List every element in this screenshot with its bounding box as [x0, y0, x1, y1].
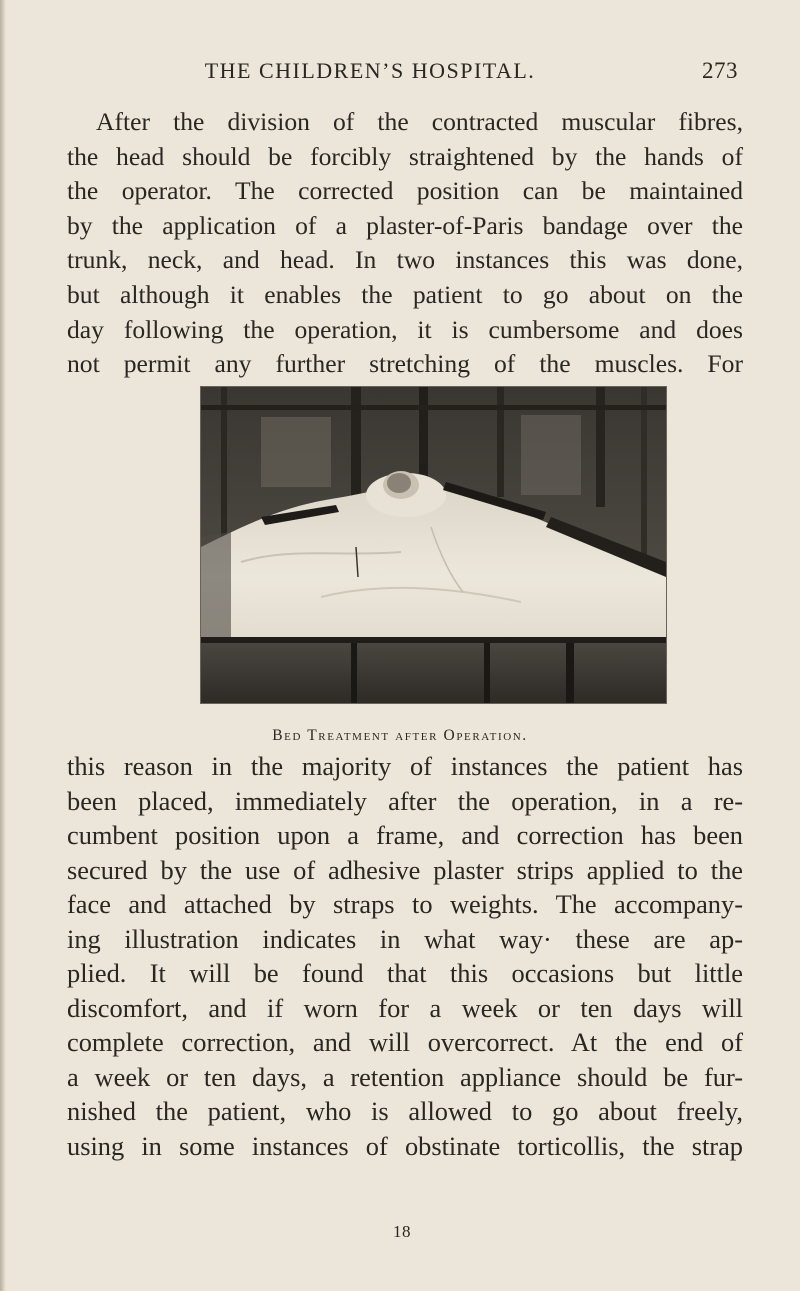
figure-photograph: [200, 386, 667, 704]
text-line: the operator. The corrected position can be maintained: [67, 176, 743, 206]
text-line: by the application of a plaster-of-Paris bandage over the: [67, 210, 743, 240]
text-line: plied. It will be found that this occasions but little: [67, 958, 743, 988]
bed-treatment-photo: [201, 387, 666, 703]
text-line: face and attached by straps to weights. The accompany-: [67, 889, 743, 919]
page-edge-shadow: [0, 0, 6, 1291]
paragraph-bottom: [67, 749, 743, 1163]
text-line: secured by the use of adhesive plaster strips applied to the: [67, 854, 743, 885]
text-line: using in some instances of obstinate torticollis, the strap: [67, 1130, 743, 1161]
running-title: THE CHILDREN’S HOSPITAL.: [204, 58, 536, 83]
text-line: After the division of the contracted muscular fibres,: [96, 107, 743, 136]
text-line: complete correction, and will overcorrect. At the end of: [67, 1027, 743, 1057]
text-line: discomfort, and if worn for a week or ten days will: [67, 992, 743, 1023]
paragraph-top: [67, 105, 743, 382]
figure-caption: Bed Treatment after Operation.: [272, 727, 528, 744]
text-line: trunk, neck, and head. In two instances this was done,: [67, 245, 743, 275]
text-line: this reason in the majority of instances the patient has: [67, 751, 743, 781]
running-head: [0, 58, 800, 88]
page-number: 273: [702, 58, 738, 83]
text-line: cumbent position upon a frame, and correction has been: [67, 820, 743, 850]
text-line: the head should be forcibly straightened by the hands of: [67, 141, 743, 171]
text-line: ing illustration indicates in what way· these are ap-: [67, 923, 743, 954]
text-line: nished the patient, who is allowed to go about freely,: [67, 1096, 743, 1126]
text-line: but although it enables the patient to go about on the: [67, 279, 743, 309]
text-line: not permit any further stretching of the muscles. For: [67, 349, 743, 379]
text-line: day following the operation, it is cumbersome and does: [67, 314, 743, 344]
text-line: a week or ten days, a retention appliance should be fur-: [67, 1061, 743, 1092]
signature-mark: 18: [393, 1222, 411, 1241]
text-line: been placed, immediately after the operation, in a re-: [67, 785, 743, 816]
